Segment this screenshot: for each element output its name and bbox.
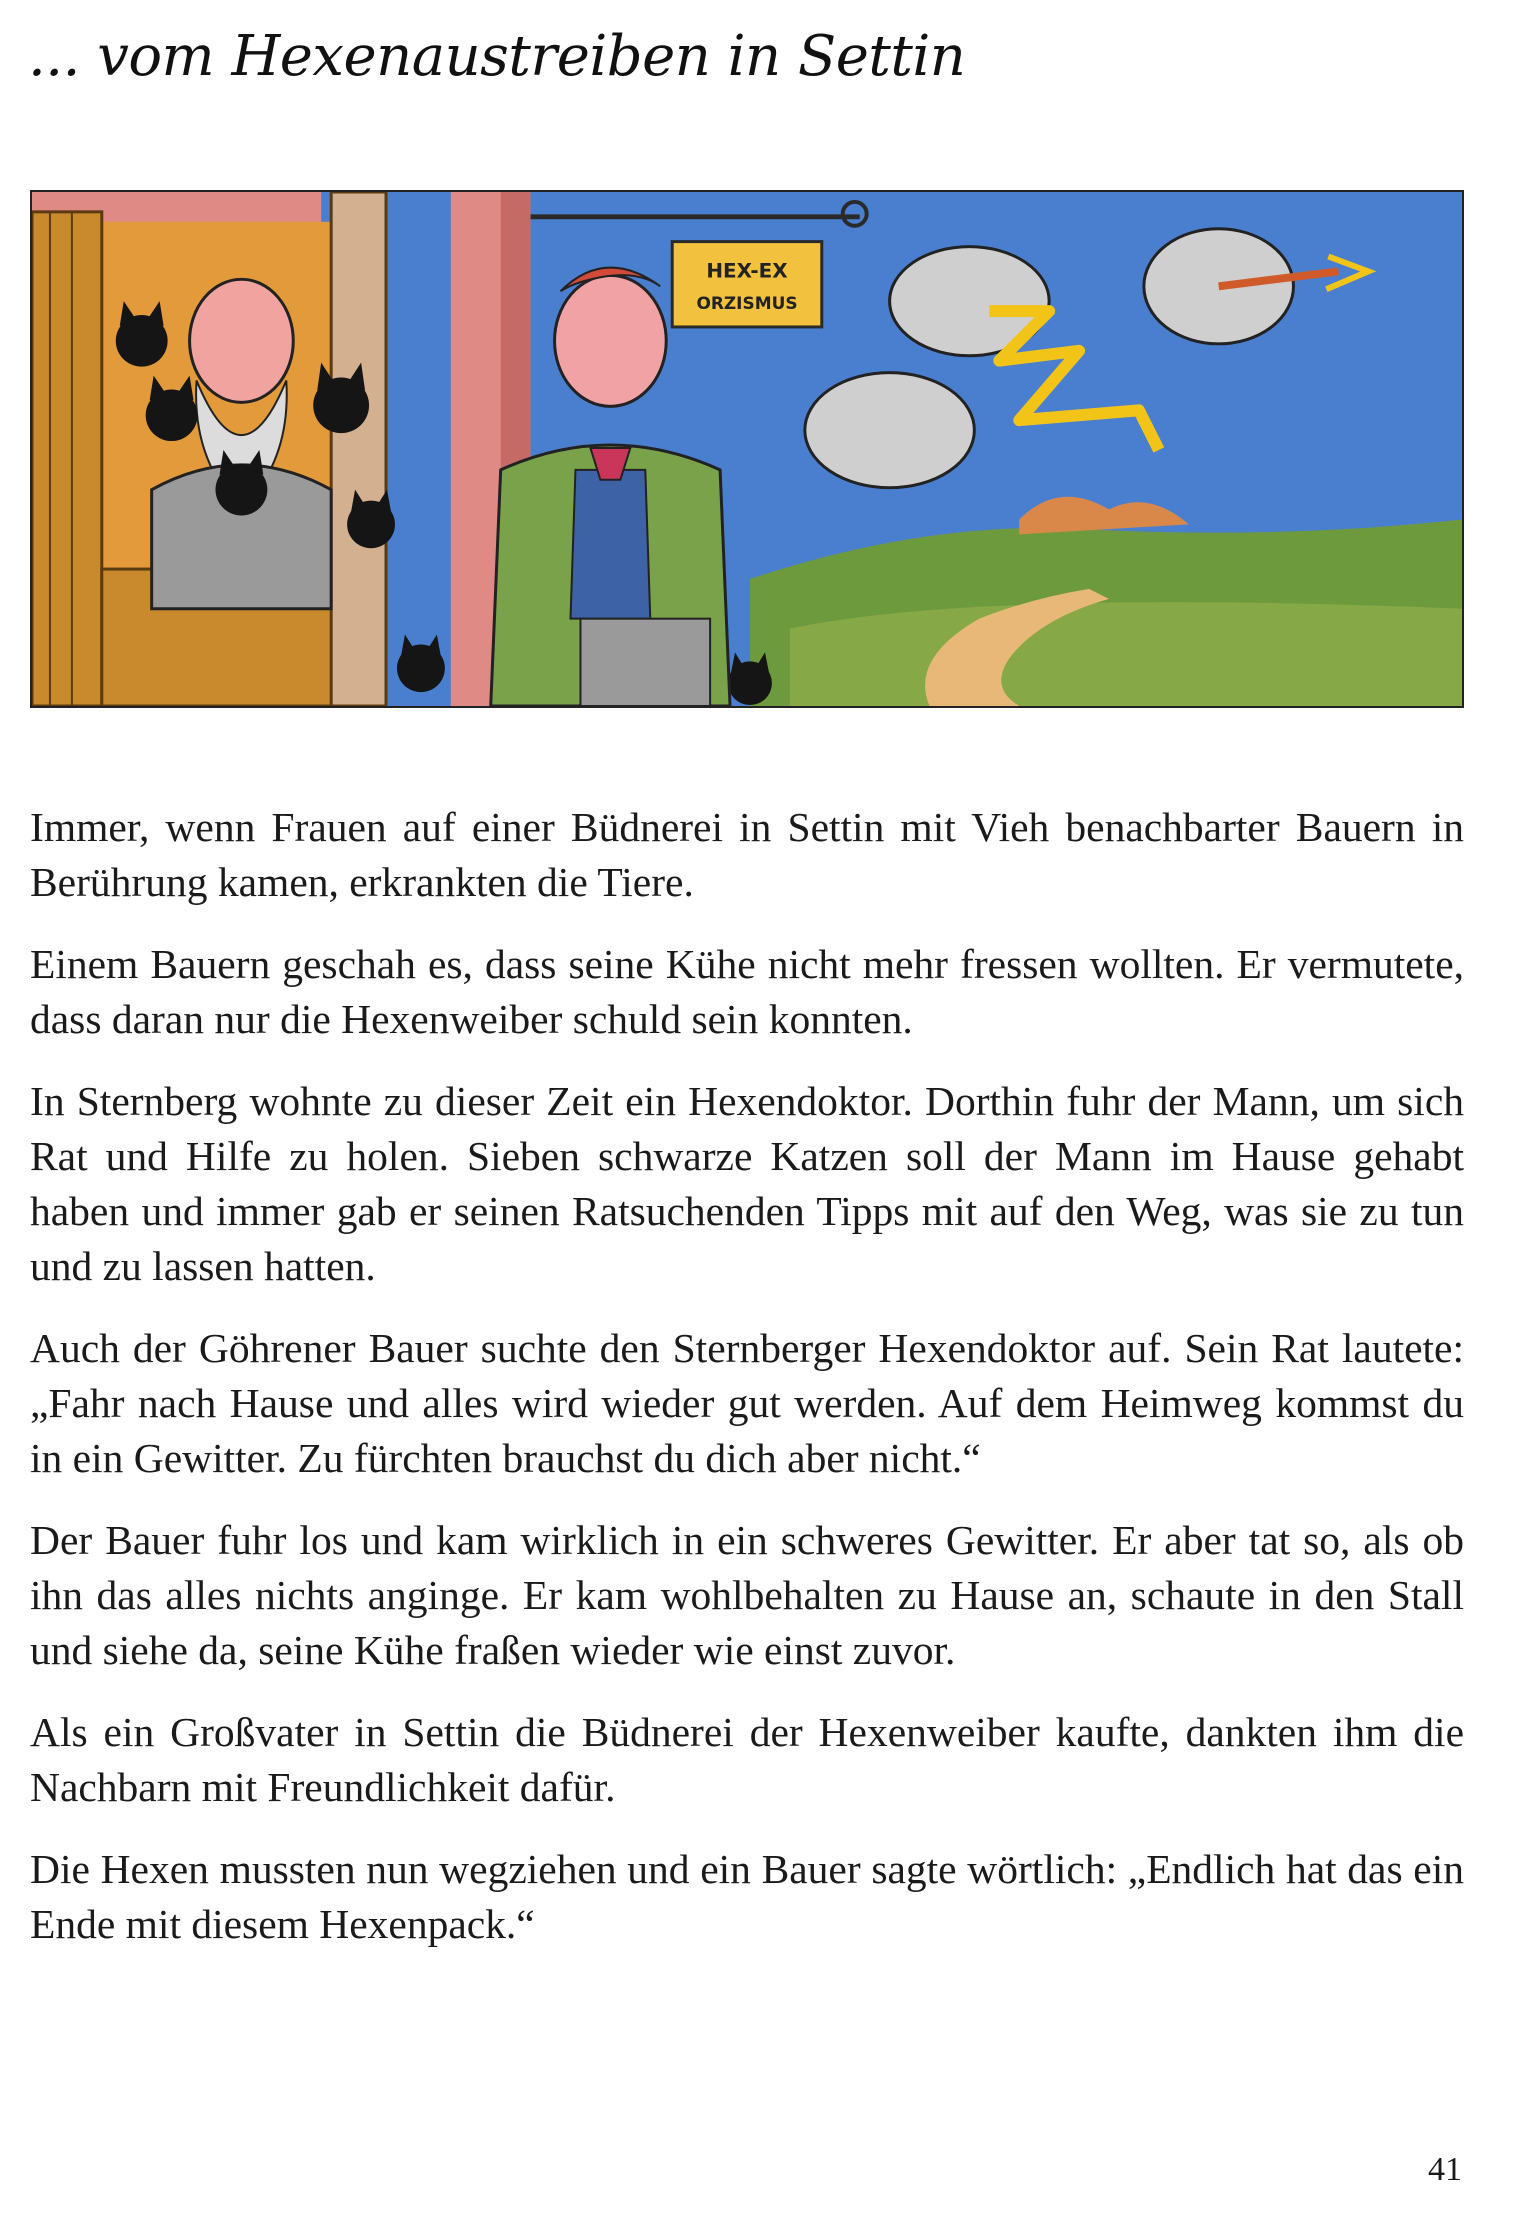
paragraph: Immer, wenn Frauen auf einer Büdnerei in Settin mit Vieh benachbarter Bauern in Berührung kamen, erkrankten die Tiere. — [30, 804, 1464, 905]
farmer-head — [555, 275, 667, 406]
paragraph: Einem Bauern geschah es, dass seine Kühe nicht mehr fressen wollten. Er vermutete, dass daran nur die Hexenweiber schuld sein konnten. — [30, 941, 1464, 1042]
sign-line-1: HEX-EX — [706, 259, 788, 283]
paragraph: Der Bauer fuhr los und kam wirklich in ein schweres Gewitter. Er aber tat so, als ob ihn das alles nichts anginge. Er kam wohlbehalten zu Hause an, schaute in den Stall und siehe da, seine Kühe fraßen wieder wie einst zuvor. — [30, 1517, 1464, 1673]
story-text — [30, 800, 1464, 1979]
paragraph: Auch der Göhrener Bauer suchte den Sternberger Hexendoktor auf. Sein Rat lautete: „Fahr nach Hause und alles wird wieder gut werden. Auf dem Heimweg kommst du in ein Gewitter. Zu fürchten brauchst du dich aber nicht.“ — [30, 1325, 1464, 1481]
open-door — [32, 212, 102, 706]
meadow — [790, 602, 1462, 706]
farmer-trousers — [580, 619, 710, 706]
farmer-vest — [570, 470, 650, 619]
door-post — [331, 192, 386, 706]
sign-line-2: ORZISMUS — [696, 293, 798, 314]
page-number: 41 — [1428, 2151, 1462, 2188]
paragraph: Als ein Großvater in Settin die Büdnerei der Hexenweiber kaufte, dankten ihm die Nachbarn mit Freundlichkeit dafür. — [30, 1709, 1464, 1810]
page-title: ... vom Hexenaustreiben in Settin — [28, 24, 966, 89]
illustration-drawing — [32, 192, 1462, 706]
paragraph: Die Hexen mussten nun wegziehen und ein Bauer sagte wörtlich: „Endlich hat das ein Ende mit diesem Hexenpack.“ — [30, 1846, 1464, 1947]
doctor-head — [190, 279, 294, 402]
shop-sign — [672, 242, 822, 327]
paragraph: In Sternberg wohnte zu dieser Zeit ein Hexendoktor. Dorthin fuhr der Mann, um sich Rat und Hilfe zu holen. Sieben schwarze Katzen soll der Mann im Hause gehabt haben und immer gab er seinen Ratsuchenden Tipps mit auf den Weg, was sie zu tun und zu lassen hatten. — [30, 1078, 1464, 1289]
story-illustration — [30, 190, 1464, 708]
